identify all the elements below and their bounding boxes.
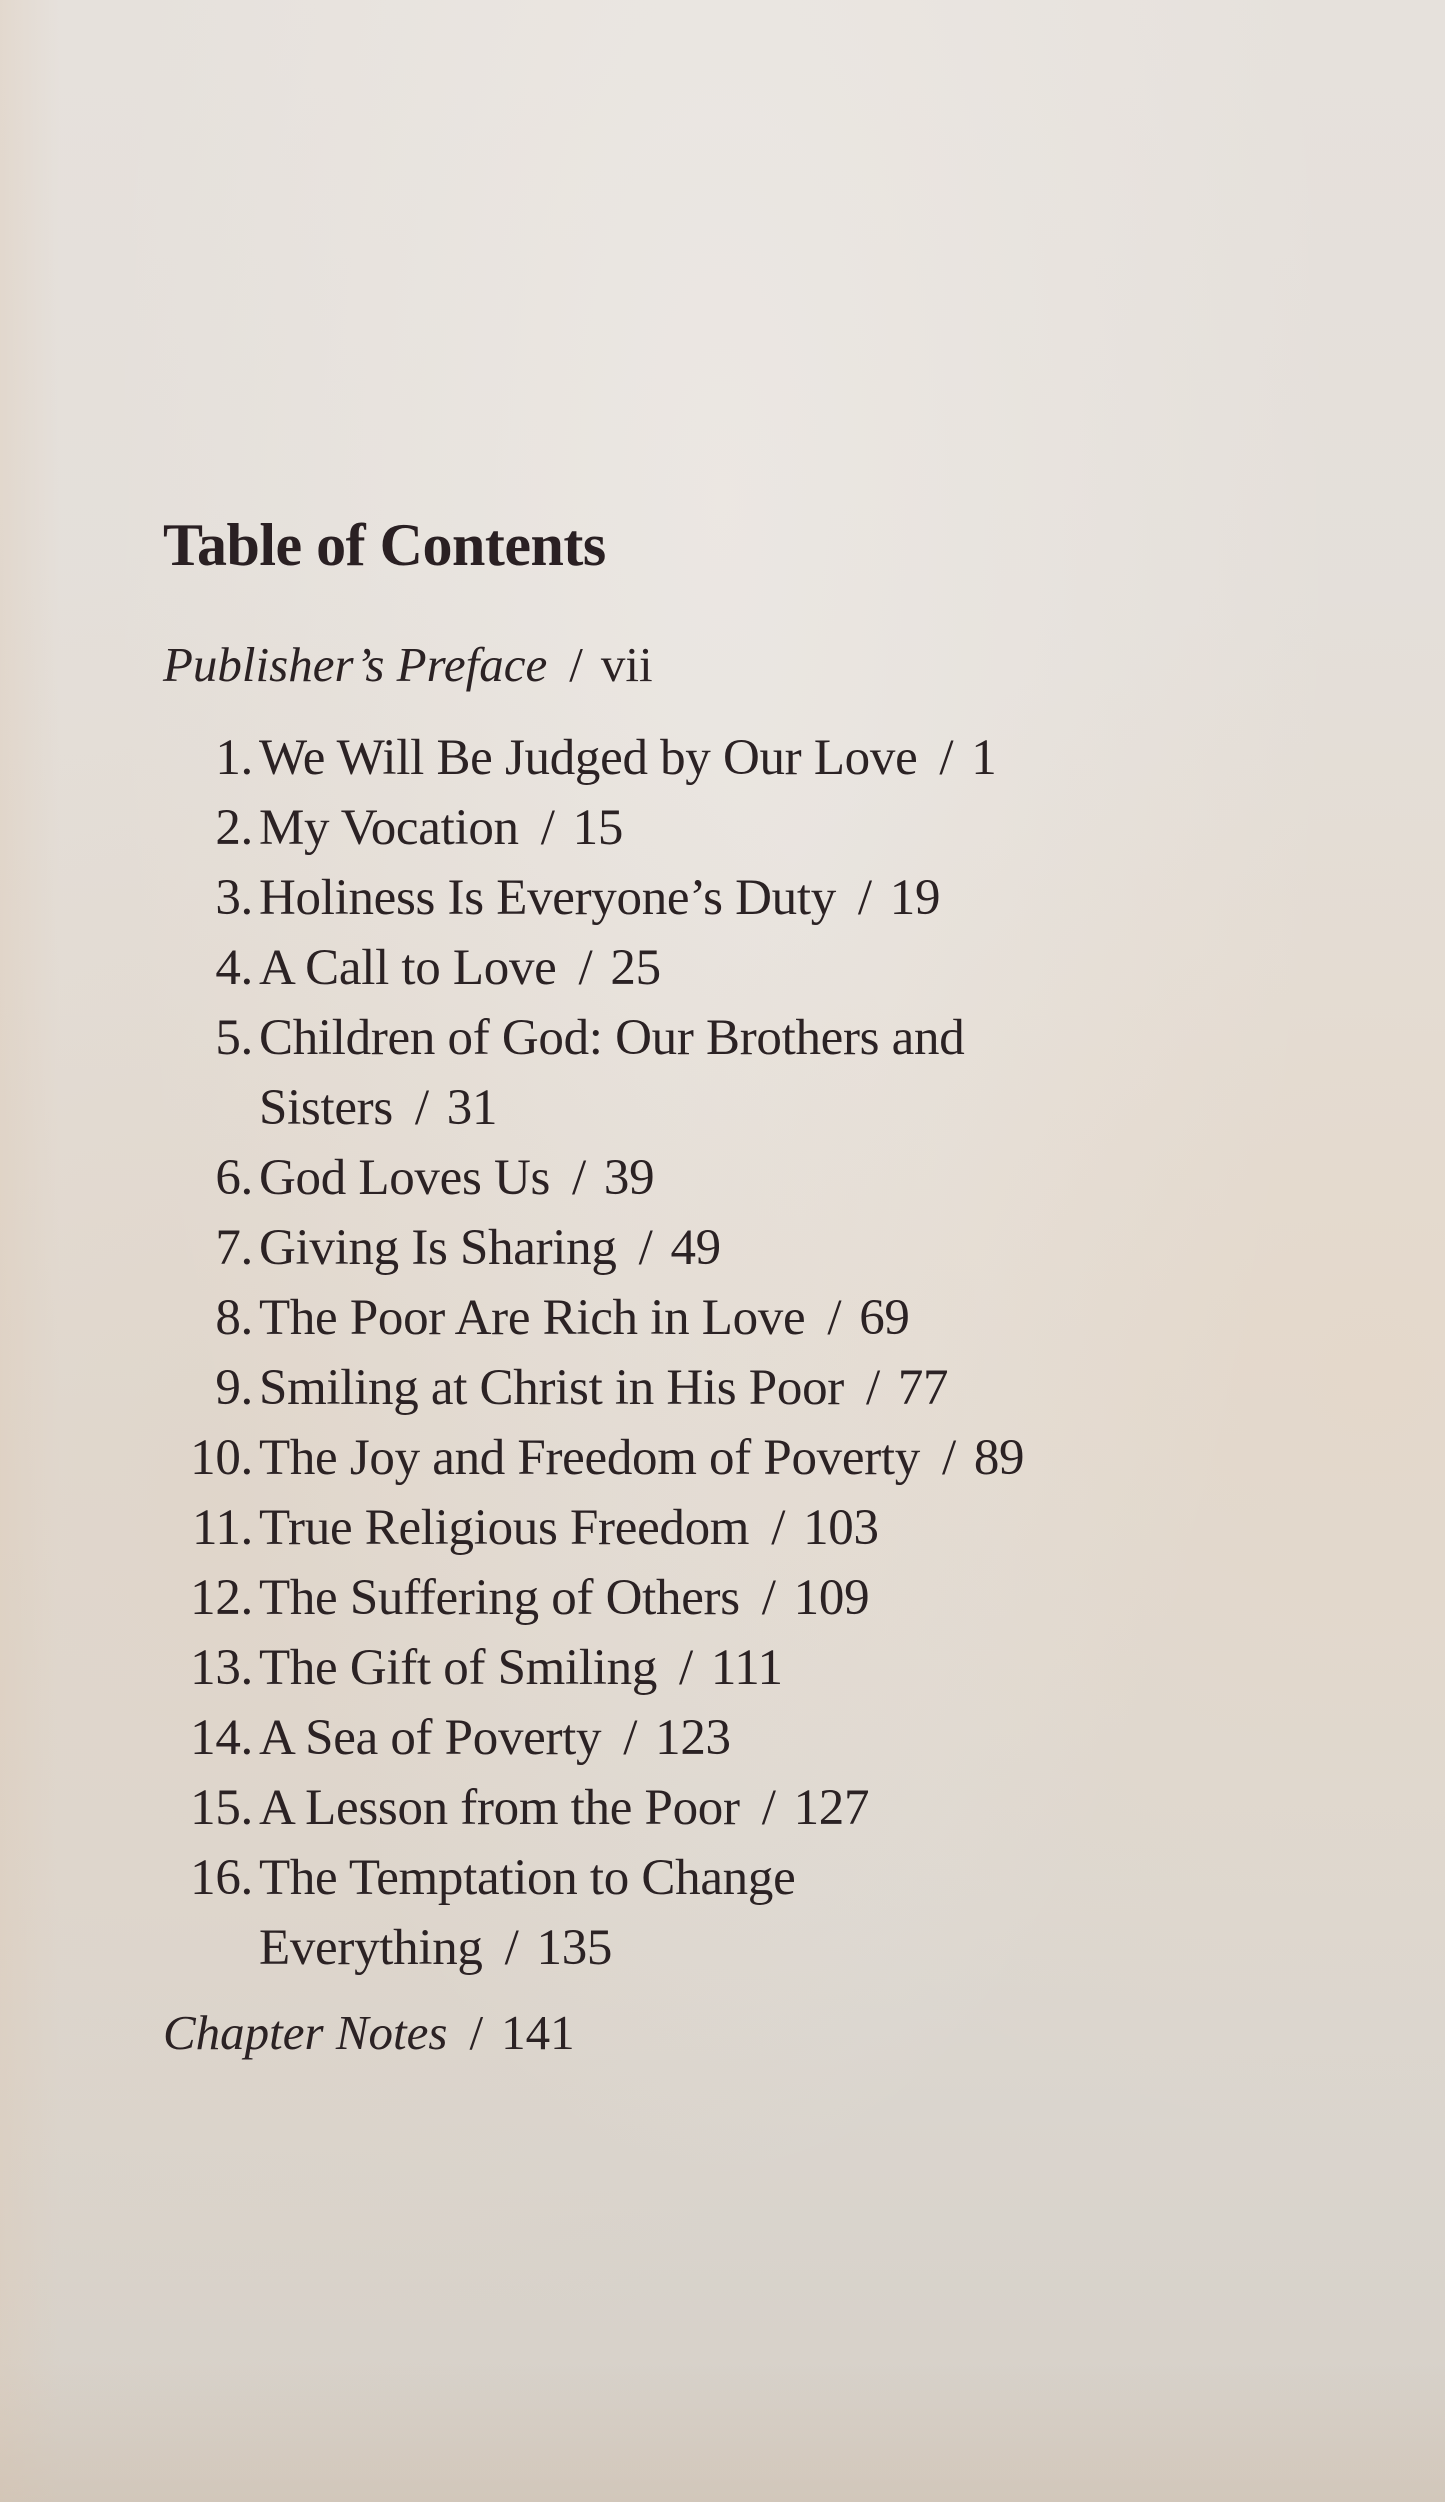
- toc-entry-chapter-11: [163, 1493, 1313, 1563]
- entry-separator: /: [540, 800, 555, 856]
- entry-separator: /: [469, 2005, 484, 2060]
- entry-title: Smiling at Christ in His Poor: [259, 1360, 844, 1416]
- entry-title: The Poor Are Rich in Love: [259, 1290, 806, 1346]
- entry-page-number: 141: [501, 2005, 575, 2060]
- toc-entry-chapter-14: [163, 1703, 1313, 1773]
- chapter-number: 5.: [215, 1010, 253, 1066]
- toc-entry-publishers-preface: [163, 629, 1313, 701]
- entry-separator: /: [679, 1640, 693, 1696]
- entry-page-number: vii: [600, 637, 653, 692]
- entry-title: God Loves Us: [259, 1150, 551, 1206]
- chapter-number: 2.: [215, 800, 253, 856]
- entry-page-number: 123: [655, 1710, 731, 1766]
- entry-separator: /: [939, 730, 954, 786]
- chapter-number: 14.: [190, 1710, 253, 1766]
- entry-title-line-2: Sisters: [259, 1080, 393, 1136]
- entry-title: The Gift of Smiling: [259, 1640, 658, 1696]
- entry-title: A Call to Love: [259, 940, 557, 996]
- chapter-number: 10.: [190, 1430, 253, 1486]
- table-of-contents: [163, 505, 1313, 2069]
- entry-separator: /: [623, 1710, 638, 1766]
- entry-separator: /: [941, 1430, 956, 1486]
- entry-separator: /: [865, 1360, 880, 1416]
- entry-title: True Religious Freedom: [259, 1500, 750, 1556]
- entry-page-number: 77: [897, 1360, 949, 1416]
- toc-entry-chapter-3: [163, 863, 1313, 933]
- toc-heading: Table of Contents: [163, 512, 606, 578]
- entry-title: Giving Is Sharing: [259, 1220, 617, 1276]
- toc-entry-chapter-6: [163, 1143, 1313, 1213]
- chapter-number: 4.: [215, 940, 253, 996]
- entry-separator: /: [414, 1080, 429, 1136]
- entry-title: Publisher’s Preface: [163, 637, 548, 692]
- entry-page-number: 19: [889, 870, 941, 926]
- toc-entry-chapter-7: [163, 1213, 1313, 1283]
- toc-entry-chapter-13: [163, 1633, 1313, 1703]
- toc-entry-chapter-10: [163, 1423, 1313, 1493]
- entry-separator: /: [761, 1570, 776, 1626]
- entry-separator: /: [572, 1150, 586, 1206]
- entry-page-number: 49: [670, 1220, 721, 1276]
- entry-separator: /: [504, 1920, 519, 1976]
- entry-page-number: 89: [973, 1430, 1025, 1486]
- toc-entry-chapter-4: [163, 933, 1313, 1003]
- entry-separator: /: [827, 1290, 842, 1346]
- entry-page-number: 109: [793, 1570, 870, 1626]
- chapter-number: 12.: [190, 1570, 253, 1626]
- entry-title: A Sea of Poverty: [259, 1710, 602, 1766]
- chapter-number: 6.: [215, 1150, 253, 1206]
- chapter-number: 11.: [192, 1500, 253, 1556]
- chapter-number: 9.: [215, 1360, 253, 1416]
- entry-separator: /: [578, 940, 593, 996]
- chapter-number: 7.: [215, 1220, 253, 1276]
- toc-entry-chapter-16: [163, 1843, 1313, 1983]
- entry-separator: /: [638, 1220, 653, 1276]
- entry-title: Chapter Notes: [163, 2005, 448, 2060]
- toc-entry-chapter-2: [163, 793, 1313, 863]
- entry-page-number: 1: [971, 730, 997, 786]
- entry-separator: /: [771, 1500, 786, 1556]
- page-edge-shading: [0, 0, 60, 2502]
- entry-page-number: 111: [710, 1640, 783, 1696]
- entry-title: We Will Be Judged by Our Love: [259, 730, 918, 786]
- chapter-number: 1.: [215, 730, 253, 786]
- entry-title: My Vocation: [259, 800, 519, 856]
- chapter-number: 13.: [190, 1640, 253, 1696]
- chapter-list: [163, 723, 1313, 1983]
- entry-title-line-1: The Temptation to Change: [259, 1850, 796, 1906]
- toc-entry-chapter-15: [163, 1773, 1313, 1843]
- entry-page-number: 25: [610, 940, 661, 996]
- toc-entry-chapter-12: [163, 1563, 1313, 1633]
- toc-entry-chapter-1: [163, 723, 1313, 793]
- chapter-number: 3.: [215, 870, 253, 926]
- entry-page-number: 31: [446, 1080, 498, 1136]
- entry-separator: /: [569, 637, 583, 692]
- entry-title-line-1: Children of God: Our Brothers and: [259, 1010, 965, 1066]
- chapter-number: 15.: [190, 1780, 253, 1836]
- entry-page-number: 15: [572, 800, 624, 856]
- entry-page-number: 127: [793, 1780, 870, 1836]
- entry-title: The Joy and Freedom of Poverty: [259, 1430, 920, 1486]
- entry-page-number: 103: [803, 1500, 879, 1556]
- entry-title: Holiness Is Everyone’s Duty: [259, 870, 836, 926]
- toc-entry-chapter-9: [163, 1353, 1313, 1423]
- entry-page-number: 135: [536, 1920, 613, 1976]
- toc-entry-chapter-5: [163, 1003, 1313, 1143]
- chapter-number: 16.: [190, 1850, 253, 1906]
- toc-entry-chapter-8: [163, 1283, 1313, 1353]
- entry-separator: /: [761, 1780, 776, 1836]
- entry-page-number: 69: [859, 1290, 910, 1346]
- entry-separator: /: [857, 870, 872, 926]
- entry-page-number: 39: [603, 1150, 655, 1206]
- entry-title-line-2: Everything: [259, 1920, 483, 1976]
- entry-title: The Suffering of Others: [259, 1570, 740, 1626]
- page-bottom-shading: [0, 2362, 1445, 2502]
- chapter-number: 8.: [215, 1290, 253, 1346]
- entry-title: A Lesson from the Poor: [259, 1780, 740, 1836]
- toc-entry-chapter-notes: [163, 1997, 1313, 2069]
